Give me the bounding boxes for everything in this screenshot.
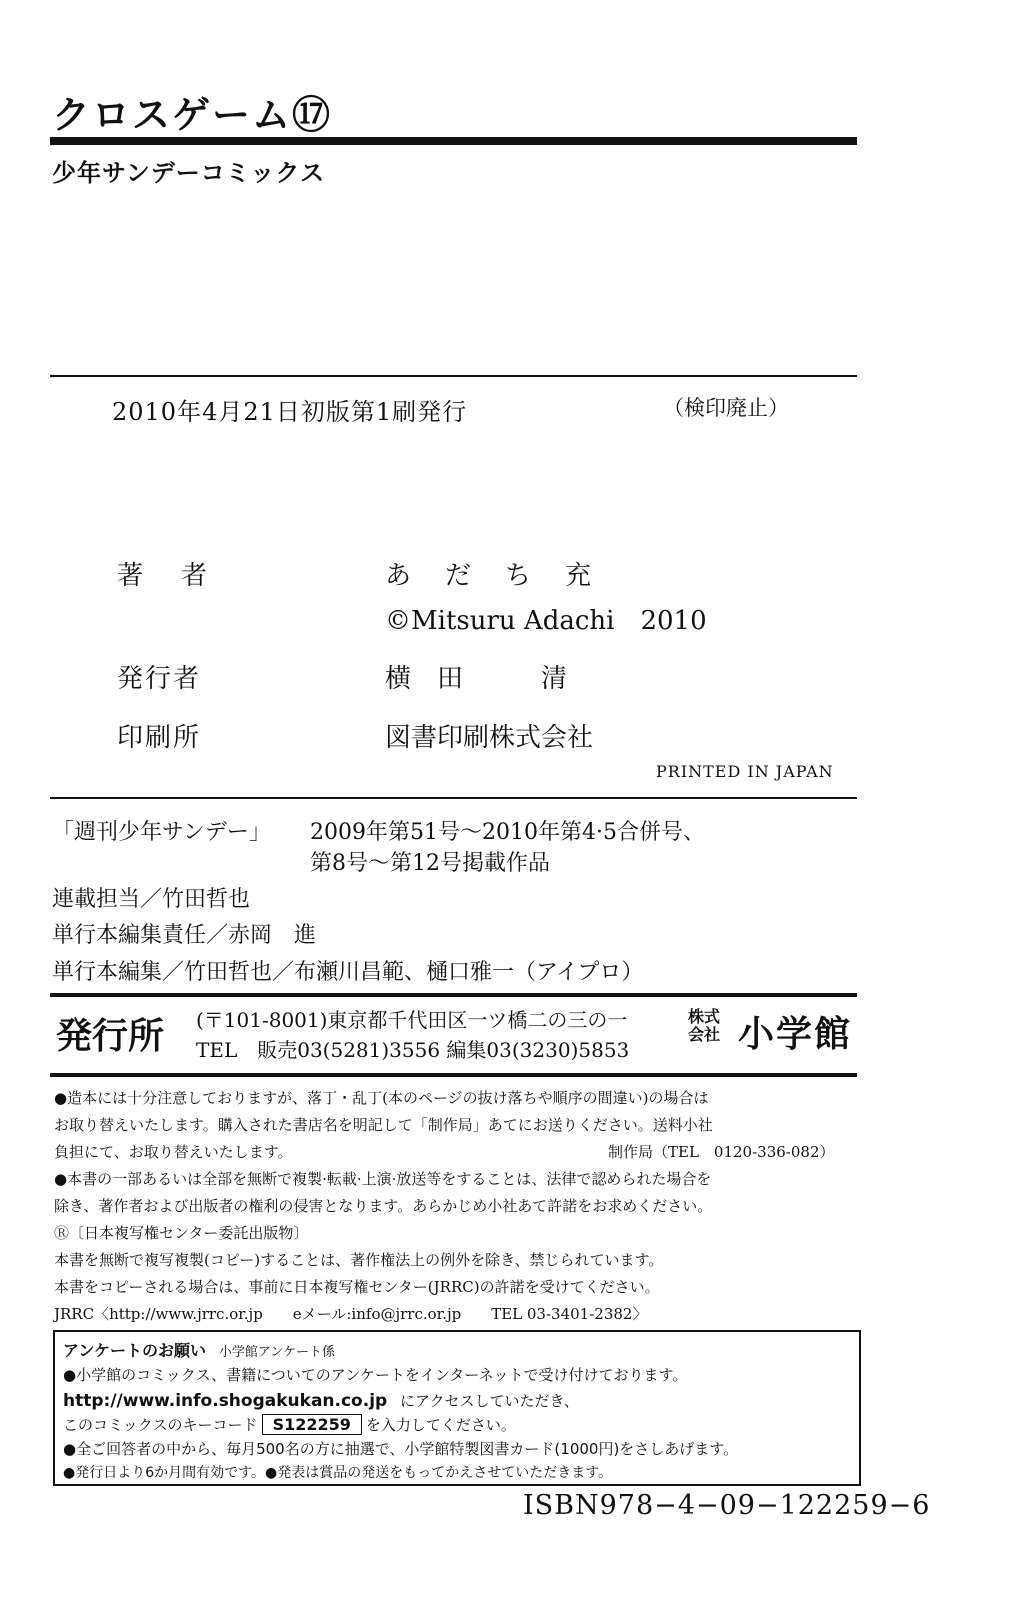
survey-title: アンケートのお願い <box>63 1341 207 1360</box>
notice-line: 除き、著作者および出版者の権利の侵害となります。あらかじめ小社あて許諾をお求めください。 <box>54 1197 713 1215</box>
survey-line: ●発行日より6か月間有効です。●発表は賞品の発送をもってかえさせていただきます。 <box>63 1465 613 1481</box>
title-thick-rule <box>50 137 857 145</box>
kabushiki-kaisha: 株式 会社 <box>688 1007 721 1044</box>
edition-date: 2010年4月21日初版第1刷発行 <box>112 398 468 426</box>
author-name: あ だ ち 充 <box>385 561 596 591</box>
author-label: 著 者 <box>117 561 214 591</box>
publisher-person-name: 横 田 清 <box>385 664 568 694</box>
key-suffix: を入力してください。 <box>365 1416 516 1434</box>
copyright-line: ©Mitsuru Adachi 2010 <box>385 606 707 636</box>
survey-key-line <box>63 1414 516 1435</box>
survey-box <box>53 1330 861 1486</box>
printer-name: 図書印刷株式会社 <box>385 723 594 753</box>
serial-editor: 連載担当／竹田哲也 <box>52 887 251 912</box>
notice-line: Ⓡ〔日本複写権センター委託出版物〕 <box>54 1224 309 1242</box>
publisher-tel: TEL 販売03(5281)3556 編集03(3230)5853 <box>196 1038 630 1062</box>
publisher-label: 発行所 <box>56 1016 165 1057</box>
survey-url-link[interactable]: http://www.info.shogakukan.co.jp <box>63 1391 388 1411</box>
notice-line: お取り替えいたします。購入された書店名を明記して「制作局」あてにお送りください。送料小社 <box>54 1116 713 1134</box>
book-editors: 単行本編集／竹田哲也／布瀬川昌範、樋口雅一（アイプロ） <box>52 960 644 985</box>
issues-line-2: 第8号〜第12号掲載作品 <box>310 851 550 876</box>
jrrc-contact: JRRC〈http://www.jrrc.or.jp eメール:info@jrrc.or.jp TEL 03-3401-2382〉 <box>54 1305 648 1323</box>
source-top-rule <box>50 797 857 799</box>
publisher-address: (〒101-8001)東京都千代田区一ツ橋二の三の一 <box>196 1008 628 1032</box>
publisher-bottom-rule <box>50 1073 857 1077</box>
publisher-name: 小学館 <box>738 1014 853 1055</box>
key-code: S122259 <box>262 1414 362 1435</box>
book-editor-chief: 単行本編集責任／赤岡 進 <box>52 923 317 948</box>
issues-line-1: 2009年第51号〜2010年第4·5合併号、 <box>310 820 705 845</box>
book-title: クロスゲーム⑰ <box>52 93 333 137</box>
publisher-person-label: 発行者 <box>117 664 202 694</box>
survey-url-line <box>63 1390 579 1411</box>
magazine-name: 「週刊少年サンデー」 <box>52 820 271 845</box>
isbn: ISBN978−4−09−122259−6 <box>523 1490 931 1521</box>
printer-label: 印刷所 <box>117 723 202 753</box>
survey-line: ●全ご回答者の中から、毎月500名の方に抽選で、小学館特製図書カード(1000円)をさしあげます。 <box>63 1440 739 1458</box>
notice-line: ●本書の一部あるいは全部を無断で複製·転載·上演·放送等をすることは、法律で認められた場合を <box>54 1170 712 1188</box>
series-name: 少年サンデーコミックス <box>52 159 326 187</box>
notice-line: 本書をコピーされる場合は、事前に日本複写権センター(JRRC)の許諾を受けてください。 <box>54 1278 660 1296</box>
survey-url-suffix: にアクセスしていただき、 <box>399 1392 579 1410</box>
notice-line: 負担にて、お取り替えいたします。 <box>54 1143 293 1161</box>
publisher-top-rule <box>50 993 857 997</box>
notice-line: 本書を無断で複写複製(コピー)することは、著作権法上の例外を除き、禁じられています。 <box>54 1251 664 1269</box>
production-contact: 制作局（TEL 0120-336-082） <box>608 1143 835 1161</box>
edition-top-rule <box>50 375 857 377</box>
survey-header <box>63 1338 335 1361</box>
notice-line: ●造本には十分注意しておりますが、落丁・乱丁(本のページの抜け落ちや順序の間違い)の場合は <box>54 1089 709 1107</box>
seal-abolished-note: （検印廃止） <box>663 396 789 420</box>
survey-line: ●小学館のコミックス、書籍についてのアンケートをインターネットで受け付けております。 <box>63 1366 688 1384</box>
printed-in-japan: PRINTED IN JAPAN <box>656 762 834 781</box>
key-prefix: このコミックスのキーコード <box>63 1416 258 1434</box>
survey-dept: 小学館アンケート係 <box>218 1345 336 1360</box>
